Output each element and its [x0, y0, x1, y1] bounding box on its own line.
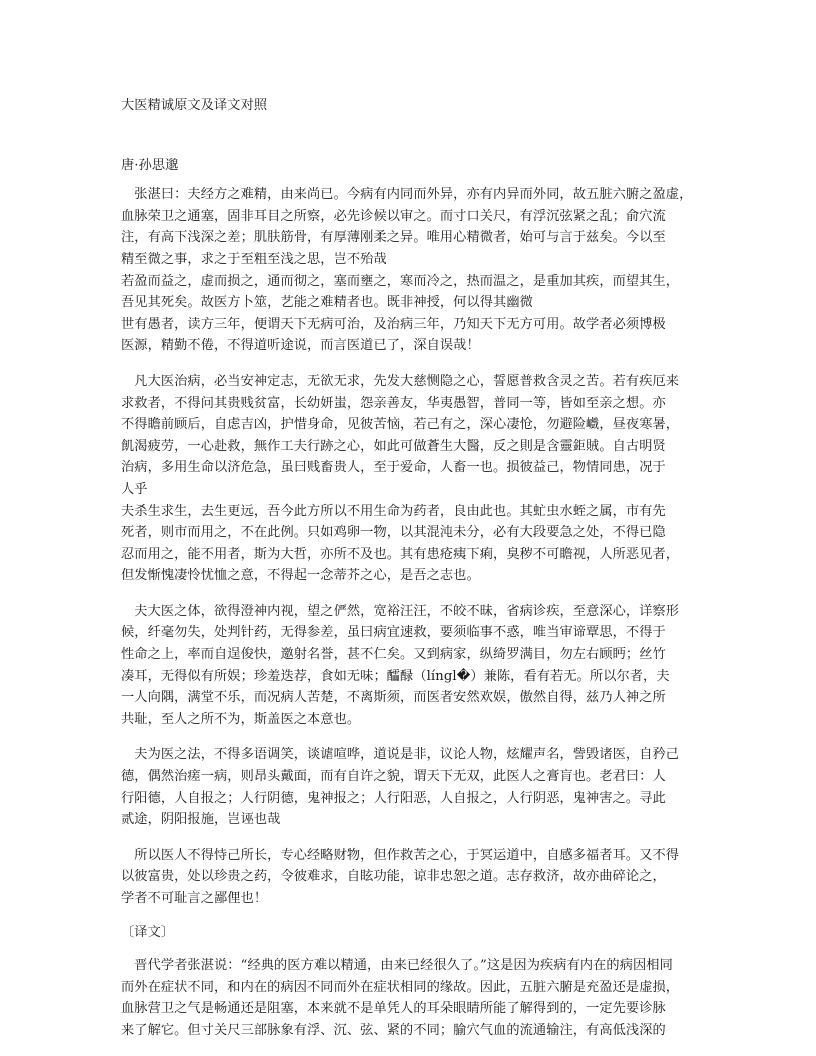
text-line: 夫为医之法，不得多语调笑，谈谑喧哗，道说是非，议论人物，炫耀声名，訾毁诸医，自矜己: [121, 747, 680, 763]
text-line: 行阳德，人自报之；人行阴德，鬼神报之；人行阳恶，人自报之，人行阴恶，鬼神害之。寻此: [121, 790, 666, 806]
text-line: 凡大医治病，必当安神定志，无欲无求，先发大慈恻隐之心，誓愿普救含灵之苦。若有疾厄来: [121, 373, 680, 389]
author-line: 唐·孙思邈: [121, 157, 179, 173]
text-line: 而外在症状不同，和内在的病因不同而外在症状相同的缘故。因此，五脏六腑是充盈还是虚损，: [121, 979, 680, 995]
paragraph: [121, 845, 701, 910]
text-line: 但发惭愧凄怜忧恤之意，不得起一念蒂芥之心，是吾之志也。: [121, 568, 480, 584]
text-line: 性命之上，率而自逞俊快，邀射名誉，甚不仁矣。又到病家，纵绮罗满目，勿左右顾眄；丝竹: [121, 647, 666, 663]
text-line: 求救者，不得问其贵贱贫富，长幼妍蚩，怨亲善友，华夷愚智，普同一等，皆如至亲之想。亦: [121, 395, 666, 411]
paragraph-spacer: [121, 730, 701, 744]
document-title: 大医精诚原文及译文对照: [121, 98, 268, 113]
paragraph-spacer: [121, 910, 701, 922]
text-line: 来了解它。但寸关尺三部脉象有浮、沉、弦、紧的不同；腧穴气血的流通输注，有高低浅深的: [121, 1022, 666, 1038]
text-line: 一人向隅，满堂不乐，而况病人苦楚，不离斯须，而医者安然欢娱，傲然自得，兹乃人神之所: [121, 690, 666, 706]
paragraph: [121, 744, 701, 830]
text-line: 若盈而益之，虚而损之，通而彻之，塞而壅之，寒而冷之，热而温之，是重加其疾，而望其生，: [121, 273, 680, 289]
text-line: 注，有高下浅深之差；肌肤筋骨，有厚薄刚柔之异。唯用心精微者，始可与言于兹矣。今以至: [121, 230, 666, 246]
paragraph-spacer: [121, 587, 701, 601]
paragraph-spacer: [121, 831, 701, 845]
paragraph: [121, 601, 701, 731]
text-line: 飢渴疲劳，一心赴救，無作工夫行跡之心，如此可做蒼生大醫，反之則是含靈鉅賊。自古明贤: [121, 438, 666, 454]
text-line: 不得瞻前顾后，自虑吉凶，护惜身命，见彼苦恼，若己有之，深心凄怆，勿避险巇，昼夜寒暑，: [121, 417, 680, 433]
text-line: 死者，则市而用之，不在此例。只如鸡卵一物，以其混沌未分，必有大段要急之处，不得已隐: [121, 525, 666, 541]
text-line: 德，偶然治瘥一病，则昂头戴面，而有自许之貌，谓天下无双，此医人之膏肓也。老君曰：人: [121, 769, 666, 785]
text-line: 治病，多用生命以济危急，虽曰贱畜贵人，至于爱命，人畜一也。损彼益己，物情同患，况于: [121, 460, 666, 476]
text-line: 贰途，阴阳报施，岂诬也哉: [121, 812, 281, 828]
text-line: 共耻，至人之所不为，斯盖医之本意也。: [121, 711, 361, 727]
paragraph: [121, 371, 701, 587]
text-line: 晋代学者张湛说：“经典的医方难以精通，由来已经很久了。”这是因为疾病有内在的病因相同: [121, 958, 673, 974]
text-line: 候，纤毫勿失，处判针药，无得参差，虽曰病宜速救，要须临事不惑，唯当审谛覃思，不得于: [121, 625, 666, 641]
text-line: 夫大医之体，欲得澄神内视，望之俨然，宽裕汪汪，不皎不昧，省病诊疾，至意深心，详察形: [121, 603, 680, 619]
paragraph: [121, 955, 701, 1041]
text-line: 学者不可耻言之鄙俚也！: [121, 891, 268, 906]
text-line: 世有愚者，读方三年，便谓天下无病可治，及治病三年，乃知天下无方可用。故学者必须博极: [121, 316, 666, 332]
paragraph-spacer: [121, 357, 701, 371]
text-line: 以彼富贵，处以珍贵之药，令彼难求，自眩功能，谅非忠恕之道。志存救济，故亦曲碎论之，: [121, 869, 666, 885]
paragraph-spacer: [121, 943, 701, 955]
text-line: 血脉营卫之气是畅通还是阻塞，本来就不是单凭人的耳朵眼睛所能了解得到的，一定先要诊脉: [121, 1001, 666, 1017]
document-page: [121, 95, 701, 1042]
text-line: 血脉荣卫之通塞，固非耳目之所察，必先诊候以审之。而寸口关尺，有浮沉弦紧之乱；俞穴流: [121, 208, 666, 224]
text-line: 吾见其死矣。故医方卜筮，艺能之难精者也。既非神授，何以得其幽微: [121, 295, 533, 311]
text-line: 医源，精勤不倦，不得道听途说，而言医道已了，深自误哉！: [121, 338, 480, 354]
text-line: 凑耳，无得似有所娱；珍羞迭荐，食如无味；醽醁（língl�）兼陈，看有若无。所以尔者，夫: [121, 668, 670, 684]
document-body: [121, 184, 701, 1041]
text-line: 人乎: [121, 481, 148, 497]
translation-heading: [121, 922, 701, 944]
text-line: 夫杀生求生，去生更远，吾今此方所以不用生命为药者，良由此也。其虻虫水蛭之属，市有先: [121, 503, 666, 519]
text-line: 精至微之事，求之于至粗至浅之思，岂不殆哉: [121, 251, 387, 267]
paragraph: [121, 184, 701, 357]
text-line: 所以医人不得恃己所长，专心经略财物，但作救苦之心，于冥运道中，自感多福者耳。又不得: [121, 847, 680, 863]
text-line: 张湛曰：夫经方之难精，由来尚已。今病有内同而外异，亦有内异而外同，故五脏六腑之盈虚，: [121, 187, 693, 203]
text-line: 〔译文〕: [121, 924, 175, 940]
text-line: 忍而用之，能不用者，斯为大哲，亦所不及也。其有患疮痍下痢，臭秽不可瞻视，人所恶见者，: [121, 546, 680, 562]
